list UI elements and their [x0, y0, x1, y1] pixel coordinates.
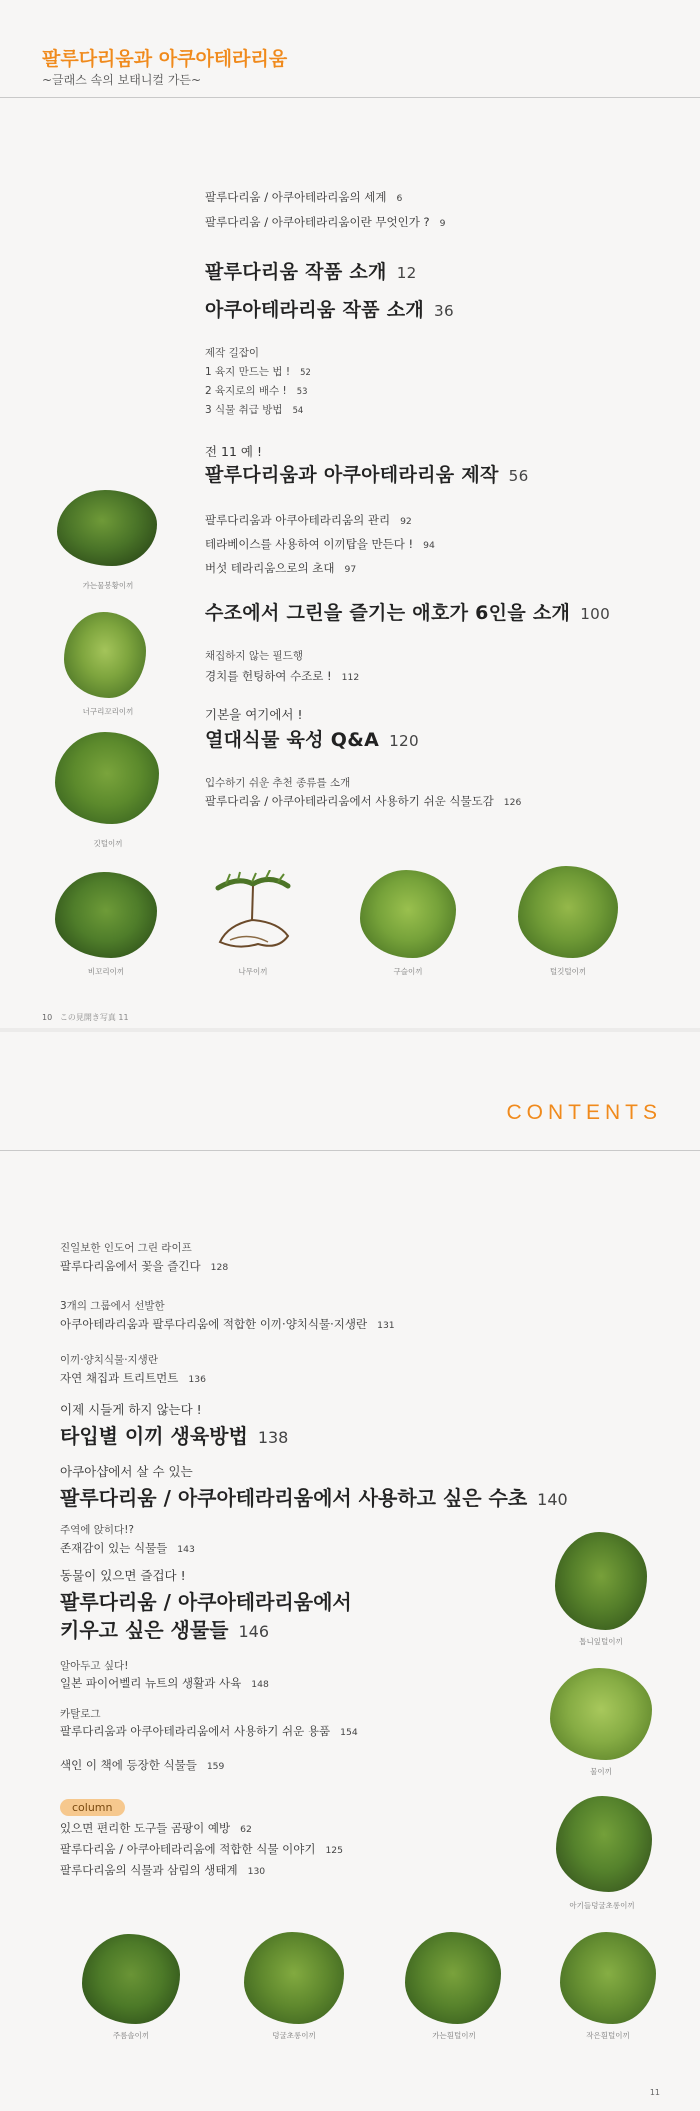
toc-entry[interactable]: 있으면 편리한 도구들 곰팡이 예방 62	[60, 1821, 252, 1835]
moss-caption: 나무이끼	[238, 967, 268, 976]
toc-entry[interactable]: 팔루다리움 / 아쿠아테라리움이란 무엇인가 ? 9	[205, 215, 446, 229]
toc-kicker: 채집하지 않는 필드행	[205, 650, 303, 662]
moss-photo	[360, 870, 456, 958]
toc-kicker: 이제 시들게 하지 않는다 !	[60, 1402, 202, 1417]
toc-kicker: 이끼·양치식물·지생란	[60, 1354, 158, 1366]
toc-entry-major[interactable]: 수조에서 그린을 즐기는 애호가 6인을 소개 100	[205, 602, 611, 624]
toc-entry[interactable]: 팔루다리움의 식물과 삼림의 생태계 130	[60, 1863, 266, 1877]
moss-photo	[55, 732, 159, 824]
toc-entry-major[interactable]: 팔루다리움 작품 소개 12	[205, 261, 417, 283]
moss-photo	[244, 1932, 344, 2024]
toc-kicker: 동물이 있으면 즐겁다 !	[60, 1568, 186, 1583]
toc-entry[interactable]: 테라베이스를 사용하여 이끼탑을 만든다 ! 94	[205, 537, 435, 551]
contents-heading: CONTENTS	[506, 1101, 662, 1124]
moss-caption: 아기들덩굴초롱이끼	[569, 1901, 635, 1910]
tree-moss-photo	[208, 870, 298, 955]
toc-entry[interactable]: 3 식물 취급 방법 54	[205, 404, 304, 416]
toc-entry-major[interactable]: 팔루다리움 / 아쿠아테라리움에서 사용하고 싶은 수초 140	[60, 1486, 568, 1510]
column-badge: column	[60, 1796, 125, 1815]
toc-entry[interactable]: 1 육지 만드는 법 ! 52	[205, 366, 311, 378]
page-number: 11	[649, 2088, 660, 2097]
toc-kicker: 주역에 앉히다!?	[60, 1524, 134, 1536]
moss-caption: 가는흰털이끼	[432, 2031, 476, 2040]
page-divider	[0, 1028, 700, 1032]
moss-caption: 깃털이끼	[93, 839, 123, 848]
toc-kicker: 알아두고 싶다!	[60, 1660, 129, 1672]
toc-entry[interactable]: 경치를 헌팅하여 수조로 ! 112	[205, 669, 360, 683]
toc-entry-major[interactable]: 열대식물 육성 Q&A 120	[205, 729, 419, 751]
book-subtitle: ~글래스 속의 보태니컬 가든~	[42, 73, 202, 87]
toc-entry-major[interactable]: 팔루다리움 / 아쿠아테라리움에서	[60, 1590, 352, 1614]
moss-caption: 작은흰털이끼	[586, 2031, 630, 2040]
moss-caption: 덩굴초롱이끼	[272, 2031, 316, 2040]
left-page	[0, 0, 700, 1030]
toc-kicker: 3개의 그룹에서 선발한	[60, 1300, 165, 1312]
toc-entry[interactable]: 2 육지로의 배수 ! 53	[205, 385, 308, 397]
moss-photo	[556, 1796, 652, 1892]
toc-entry[interactable]: 버섯 테라리움으로의 초대 97	[205, 561, 357, 575]
toc-entry[interactable]: 팔루다리움과 아쿠아테라리움의 관리 92	[205, 513, 412, 527]
toc-entry[interactable]: 아쿠아테라리움과 팔루다리움에 적합한 이끼·양치식물·지생란 131	[60, 1317, 395, 1331]
toc-entry[interactable]: 일본 파이어벨리 뉴트의 생활과 사육 148	[60, 1676, 269, 1690]
moss-caption: 구슬이끼	[393, 967, 423, 976]
moss-photo	[405, 1932, 501, 2024]
moss-photo	[555, 1532, 647, 1630]
toc-kicker: 카탈로그	[60, 1708, 101, 1720]
toc-kicker: 진일보한 인도어 그린 라이프	[60, 1242, 192, 1254]
moss-caption: 톱니잎털이끼	[579, 1637, 623, 1646]
moss-caption: 주름솔이끼	[112, 2031, 150, 2040]
toc-entry[interactable]: 존재감이 있는 식물들 143	[60, 1541, 195, 1555]
moss-photo	[518, 866, 618, 958]
moss-photo	[64, 612, 146, 698]
toc-entry[interactable]: 팔루다리움 / 아쿠아테라리움의 세계 6	[205, 190, 403, 204]
moss-caption: 물이끼	[590, 1767, 612, 1776]
moss-caption: 털깃털이끼	[549, 967, 587, 976]
moss-photo	[550, 1668, 652, 1760]
header-rule	[0, 97, 700, 98]
toc-entry[interactable]: 팔루다리움 / 아쿠아테라리움에서 사용하기 쉬운 식물도감 126	[205, 794, 522, 808]
toc-kicker: 전 11 예 !	[205, 444, 262, 459]
toc-kicker: 기본을 여기에서 !	[205, 707, 303, 722]
moss-caption: 너구리꼬리이끼	[82, 707, 134, 716]
page-number: 10 この見開き写真 11	[42, 1013, 129, 1022]
toc-kicker: 아쿠아샵에서 살 수 있는	[60, 1464, 193, 1479]
toc-entry-major[interactable]: 팔루다리움과 아쿠아테라리움 제작 56	[205, 464, 529, 486]
moss-photo	[55, 872, 157, 958]
moss-photo	[57, 490, 157, 566]
toc-entry-major[interactable]: 키우고 싶은 생물들 146	[60, 1618, 270, 1642]
toc-entry[interactable]: 팔루다리움 / 아쿠아테라리움에 적합한 식물 이야기 125	[60, 1842, 343, 1856]
toc-entry[interactable]: 팔루다리움에서 꽃을 즐긴다 128	[60, 1259, 229, 1273]
toc-entry-major[interactable]: 아쿠아테라리움 작품 소개 36	[205, 299, 454, 321]
toc-entry[interactable]: 팔루다리움과 아쿠아테라리움에서 사용하기 쉬운 용품 154	[60, 1724, 358, 1738]
toc-kicker: 제작 길잡이	[205, 347, 260, 359]
toc-entry-major[interactable]: 타입별 이끼 생육방법 138	[60, 1424, 289, 1448]
moss-caption: 가는물봉황이끼	[82, 581, 134, 590]
moss-caption: 비꼬리이끼	[87, 967, 125, 976]
contents-rule	[0, 1150, 700, 1151]
book-title: 팔루다리움과 아쿠아테라리움	[42, 48, 288, 70]
toc-kicker: 입수하기 쉬운 추천 종류를 소개	[205, 777, 351, 789]
moss-photo	[560, 1932, 656, 2024]
toc-entry[interactable]: 자연 채집과 트리트먼트 136	[60, 1371, 206, 1385]
toc-entry[interactable]: 색인 이 책에 등장한 식물들 159	[60, 1758, 225, 1772]
moss-photo	[82, 1934, 180, 2024]
